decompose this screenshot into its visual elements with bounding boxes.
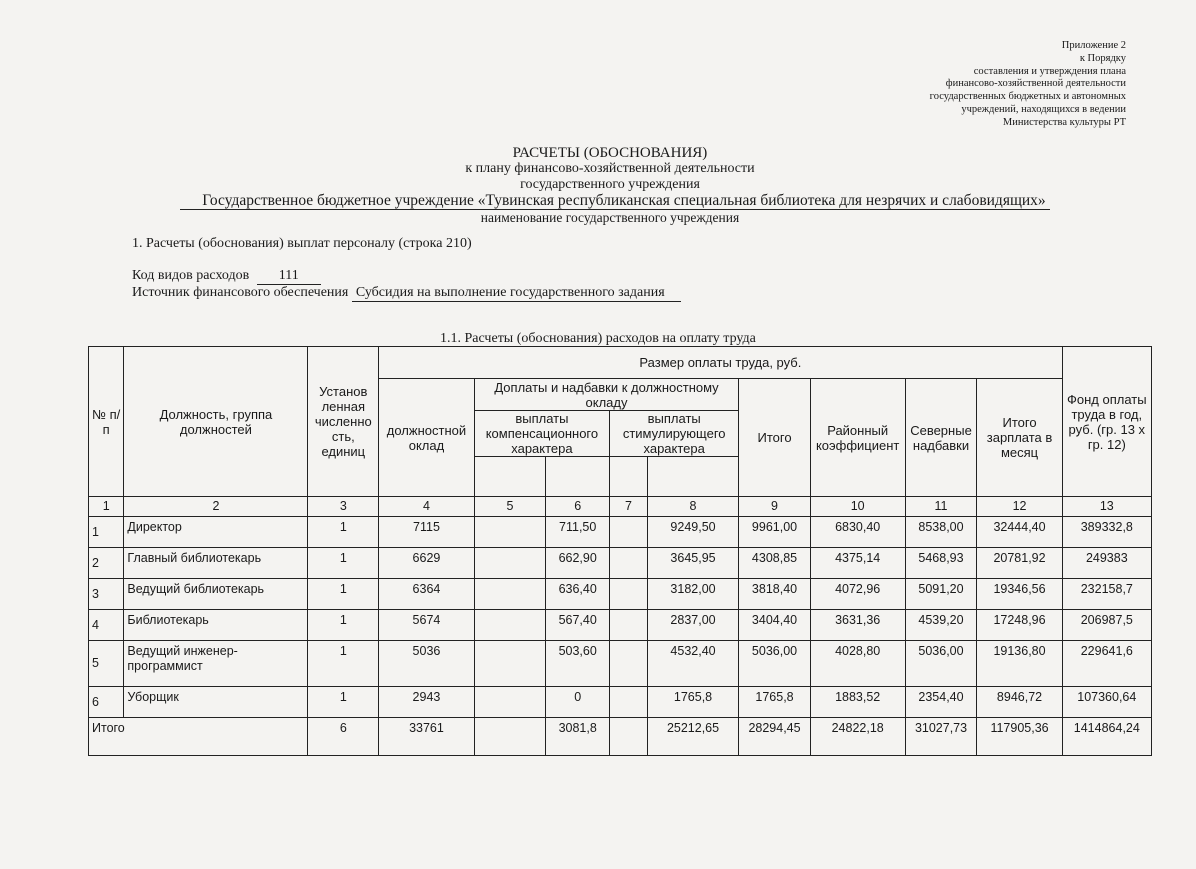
cell-c8: 2837,00	[647, 610, 739, 641]
total-c9: 28294,45	[739, 718, 810, 756]
total-c13: 1414864,24	[1062, 718, 1151, 756]
cell-c6: 0	[546, 687, 610, 718]
cell-staff: 1	[308, 517, 379, 548]
header-blank	[610, 457, 648, 497]
cell-c11: 5468,93	[905, 548, 977, 579]
appendix-line: учреждений, находящихся в ведении	[961, 103, 1126, 115]
row-number: 3	[89, 579, 124, 610]
cell-c12: 32444,40	[977, 517, 1062, 548]
cell-c5	[474, 687, 546, 718]
cell-c8: 3645,95	[647, 548, 739, 579]
table-row	[89, 517, 1152, 548]
cell-c5	[474, 579, 546, 610]
cell-position: Библиотекарь	[124, 610, 308, 641]
expense-code-line	[132, 268, 321, 285]
cell-base: 6364	[379, 579, 475, 610]
cell-c8: 9249,50	[647, 517, 739, 548]
cell-c8: 1765,8	[647, 687, 739, 718]
cell-c6: 503,60	[546, 641, 610, 687]
cell-position: Уборщик	[124, 687, 308, 718]
cell-c13: 229641,6	[1062, 641, 1151, 687]
column-number: 12	[977, 497, 1062, 517]
header-compensation: выплаты компенсационного характера	[474, 411, 609, 457]
cell-c5	[474, 517, 546, 548]
table-row	[89, 687, 1152, 718]
cell-position: Ведущий библиотекарь	[124, 579, 308, 610]
cell-c9: 3818,40	[739, 579, 810, 610]
cell-c10: 6830,40	[810, 517, 905, 548]
cell-c7	[610, 548, 648, 579]
header-annual-fund: Фонд оплаты труда в год, руб. (гр. 13 х гр. 12)	[1062, 347, 1151, 497]
cell-position: Директор	[124, 517, 308, 548]
appendix-line: составления и утверждения плана	[973, 65, 1126, 77]
expense-code-label: Код видов расходов	[132, 268, 250, 283]
salary-table	[88, 346, 1152, 756]
funding-source-value: Субсидия на выполнение государственного задания	[352, 285, 681, 302]
expense-code-value: 111	[257, 268, 321, 285]
row-number: 6	[89, 687, 124, 718]
cell-c9: 1765,8	[739, 687, 810, 718]
cell-c11: 8538,00	[905, 517, 977, 548]
cell-c8: 3182,00	[647, 579, 739, 610]
header-total: Итого	[739, 379, 810, 497]
cell-c11: 5091,20	[905, 579, 977, 610]
table-row	[89, 579, 1152, 610]
column-number: 3	[308, 497, 379, 517]
cell-staff: 1	[308, 641, 379, 687]
header-regional-coefficient: Районный коэффициент	[810, 379, 905, 497]
header-northern-allowance: Северные надбавки	[905, 379, 977, 497]
document-title: РАСЧЕТЫ (ОБОСНОВАНИЯ)	[512, 145, 708, 161]
table-row	[89, 641, 1152, 687]
cell-c7	[610, 579, 648, 610]
row-number: 2	[89, 548, 124, 579]
column-number: 8	[647, 497, 739, 517]
column-number: 6	[546, 497, 610, 517]
cell-c12: 19136,80	[977, 641, 1062, 687]
row-number: 1	[89, 517, 124, 548]
cell-c12: 17248,96	[977, 610, 1062, 641]
appendix-line: к Порядку	[1079, 52, 1126, 64]
title-line-2: к плану финансово-хозяйственной деятельности	[465, 161, 755, 176]
header-blank	[647, 457, 739, 497]
cell-c10: 3631,36	[810, 610, 905, 641]
column-number: 11	[905, 497, 977, 517]
cell-base: 5036	[379, 641, 475, 687]
cell-staff: 1	[308, 579, 379, 610]
cell-staff: 1	[308, 548, 379, 579]
cell-c12: 20781,92	[977, 548, 1062, 579]
cell-c9: 3404,40	[739, 610, 810, 641]
funding-source-label: Источник финансового обеспечения	[132, 285, 349, 300]
column-numbers-row	[89, 497, 1152, 517]
cell-c7	[610, 610, 648, 641]
header-num: № п/п	[89, 347, 124, 497]
title-line-3: государственного учреждения	[520, 177, 700, 192]
cell-c13: 107360,64	[1062, 687, 1151, 718]
header-monthly-salary: Итого зарплата в месяц	[977, 379, 1062, 497]
funding-source-line	[132, 285, 681, 302]
header-blank	[474, 457, 546, 497]
header-staff-count: Установ ленная численно сть, единиц	[308, 347, 379, 497]
section-heading: 1. Расчеты (обоснования) выплат персоналу (строка 210)	[132, 236, 472, 251]
column-number: 5	[474, 497, 546, 517]
organization-name: Государственное бюджетное учреждение «Тувинская республиканская специальная библиотека для незрячих и слабовидящих»	[180, 193, 1049, 210]
cell-c11: 2354,40	[905, 687, 977, 718]
table-row	[89, 548, 1152, 579]
cell-c6: 711,50	[546, 517, 610, 548]
column-number: 10	[810, 497, 905, 517]
cell-c13: 249383	[1062, 548, 1151, 579]
cell-base: 5674	[379, 610, 475, 641]
header-base-salary: должностной оклад	[379, 379, 475, 497]
cell-c10: 4028,80	[810, 641, 905, 687]
cell-base: 6629	[379, 548, 475, 579]
appendix-note	[930, 40, 1126, 130]
total-label: Итого	[89, 718, 308, 756]
total-row	[89, 718, 1152, 756]
cell-staff: 1	[308, 610, 379, 641]
cell-c6: 636,40	[546, 579, 610, 610]
cell-c5	[474, 610, 546, 641]
cell-position: Ведущий инженер-программист	[124, 641, 308, 687]
total-c12: 117905,36	[977, 718, 1062, 756]
cell-staff: 1	[308, 687, 379, 718]
column-number: 7	[610, 497, 648, 517]
table-row	[89, 610, 1152, 641]
organization-caption: наименование государственного учреждения	[480, 210, 740, 225]
cell-c7	[610, 687, 648, 718]
table-title: 1.1. Расчеты (обоснования) расходов на оплату труда	[440, 331, 756, 346]
cell-c9: 9961,00	[739, 517, 810, 548]
total-c7	[610, 718, 648, 756]
cell-position: Главный библиотекарь	[124, 548, 308, 579]
total-staff: 6	[308, 718, 379, 756]
cell-c5	[474, 548, 546, 579]
header-blank	[546, 457, 610, 497]
cell-c7	[610, 517, 648, 548]
cell-c13: 206987,5	[1062, 610, 1151, 641]
column-number: 9	[739, 497, 810, 517]
total-c10: 24822,18	[810, 718, 905, 756]
header-incentive: выплаты стимулирующего характера	[610, 411, 739, 457]
cell-c12: 19346,56	[977, 579, 1062, 610]
header-position: Должность, группа должностей	[124, 347, 308, 497]
cell-c9: 4308,85	[739, 548, 810, 579]
total-c5	[474, 718, 546, 756]
column-number: 2	[124, 497, 308, 517]
total-base: 33761	[379, 718, 475, 756]
cell-c12: 8946,72	[977, 687, 1062, 718]
cell-c6: 567,40	[546, 610, 610, 641]
cell-base: 2943	[379, 687, 475, 718]
cell-c11: 5036,00	[905, 641, 977, 687]
total-c11: 31027,73	[905, 718, 977, 756]
total-c6: 3081,8	[546, 718, 610, 756]
row-number: 4	[89, 610, 124, 641]
cell-c13: 232158,7	[1062, 579, 1151, 610]
total-c8: 25212,65	[647, 718, 739, 756]
cell-base: 7115	[379, 517, 475, 548]
appendix-line: государственных бюджетных и автономных	[929, 91, 1126, 103]
row-number: 5	[89, 641, 124, 687]
cell-c13: 389332,8	[1062, 517, 1151, 548]
header-allowances: Доплаты и надбавки к должностному окладу	[474, 379, 739, 411]
column-number: 4	[379, 497, 475, 517]
cell-c5	[474, 641, 546, 687]
cell-c9: 5036,00	[739, 641, 810, 687]
cell-c10: 1883,52	[810, 687, 905, 718]
cell-c6: 662,90	[546, 548, 610, 579]
appendix-line: Министерства культуры РТ	[1002, 116, 1126, 128]
column-number: 13	[1062, 497, 1151, 517]
cell-c10: 4072,96	[810, 579, 905, 610]
appendix-line: Приложение 2	[1061, 40, 1126, 51]
cell-c10: 4375,14	[810, 548, 905, 579]
appendix-line: финансово-хозяйственной деятельности	[945, 78, 1126, 90]
cell-c11: 4539,20	[905, 610, 977, 641]
cell-c7	[610, 641, 648, 687]
document-header	[90, 145, 1130, 226]
column-number: 1	[89, 497, 124, 517]
header-pay-size: Размер оплаты труда, руб.	[379, 347, 1062, 379]
cell-c8: 4532,40	[647, 641, 739, 687]
